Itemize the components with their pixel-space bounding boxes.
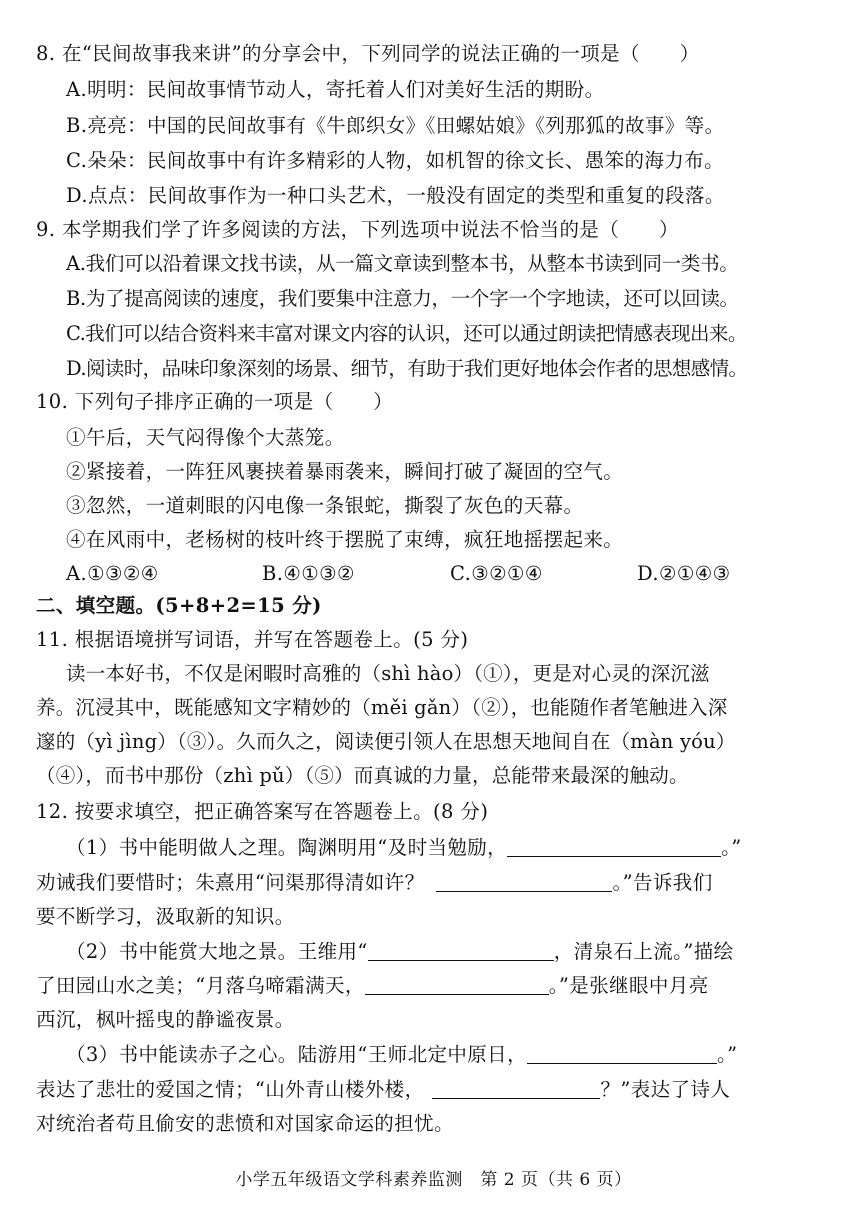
q12-part2-line3: 西沉，枫叶摇曳的静谧夜景。 xyxy=(36,1008,295,1031)
q12-part1-text-c: 劝诫我们要惜时；朱熹用“问渠那得清如许？ xyxy=(36,871,425,894)
q12-part2-text-d: 。”是张继眼中月亮 xyxy=(548,974,709,997)
q12-part3-line3: 对统治者苟且偷安的悲愤和对国家命运的担忧。 xyxy=(36,1112,454,1135)
page-footer: 小学五年级语文学科素养监测 第 2 页（共 6 页） xyxy=(235,1170,632,1190)
q12-part2-text-a: （2）书中能赏大地之景。王维用“ xyxy=(66,940,368,963)
q12-part2-line1 xyxy=(66,938,734,966)
section-2-title: 二、填空题。(5+8+2=15 分) xyxy=(36,594,322,617)
q12-part1-line2 xyxy=(36,869,713,897)
q12-part1-text-d: 。”告诉我们 xyxy=(612,871,713,894)
q8-option-a: A.明明：民间故事情节动人，寄托着人们对美好生活的期盼。 xyxy=(66,78,605,101)
q9-option-d: D.阅读时，品味印象深刻的场景、细节，有助于我们更好地体会作者的思想感情。 xyxy=(66,357,748,380)
q10-sentence-4: ④在风雨中，老杨树的枝叶终于摆脱了束缚，疯狂地摇摆起来。 xyxy=(66,528,624,551)
q12-part3-text-d: ？”表达了诗人 xyxy=(600,1078,731,1101)
q10-sentence-2: ②紧接着，一阵狂风裹挟着暴雨袭来，瞬间打破了凝固的空气。 xyxy=(66,460,624,483)
q12-part2-blank-2 xyxy=(365,974,549,995)
q12-part1-line1 xyxy=(66,834,742,862)
q12-part3-blank-1 xyxy=(527,1043,717,1064)
q10-sentence-1: ①午后，天气闷得像个大蒸笼。 xyxy=(66,426,345,449)
q10-option-b: B.④①③② xyxy=(262,562,355,585)
q10-option-c: C.③②①④ xyxy=(450,562,543,585)
q11-line-1: 读一本好书，不仅是闲暇时高雅的（shì hào）（①），更是对心灵的深沉滋 xyxy=(66,662,710,685)
q12-part1-blank-1 xyxy=(507,836,721,857)
q9-option-c: C.我们可以结合资料来丰富对课文内容的认识，还可以通过朗读把情感表现出来。 xyxy=(66,322,747,345)
q12-part2-line2 xyxy=(36,972,709,1000)
q12-part3-blank-2 xyxy=(432,1078,600,1099)
q9-stem: 9. 本学期我们学了许多阅读的方法，下列选项中说法不恰当的是（ ） xyxy=(36,218,679,241)
q8-option-c: C.朵朵：民间故事中有许多精彩的人物，如机智的徐文长、愚笨的海力布。 xyxy=(66,149,725,172)
q12-part3-text-c: 表达了悲壮的爱国之情；“山外青山楼外楼， xyxy=(36,1078,425,1101)
q9-option-b: B.为了提高阅读的速度，我们要集中注意力，一个字一个字地读，还可以回读。 xyxy=(66,287,739,310)
q8-option-b: B.亮亮：中国的民间故事有《牛郎织女》《田螺姑娘》《列那狐的故事》等。 xyxy=(66,114,725,137)
q12-part3-text-a: （3）书中能读赤子之心。陆游用“王师北定中原日， xyxy=(66,1043,527,1066)
q12-stem: 12. 按要求填空，把正确答案写在答题卷上。(8 分) xyxy=(36,800,489,823)
q9-option-a: A.我们可以沿着课文找书读，从一篇文章读到整本书，从整本书读到同一类书。 xyxy=(66,252,739,275)
q12-part1-text-a: （1）书中能明做人之理。陶渊明用“及时当勉励， xyxy=(66,836,508,859)
q11-stem: 11. 根据语境拼写词语，并写在答题卷上。(5 分) xyxy=(36,628,469,651)
q10-option-a: A.①③②④ xyxy=(66,562,159,585)
q12-part2-text-c: 了田园山水之美；“月落乌啼霜满天， xyxy=(36,974,365,997)
q8-stem: 8. 在“民间故事我来讲”的分享会中，下列同学的说法正确的一项是（ ） xyxy=(36,42,700,65)
q12-part1-text-b: 。” xyxy=(721,836,742,859)
q11-line-2: 养。沉浸其中，既能感知文字精妙的（měi gǎn）（②），也能随作者笔触进入深 xyxy=(36,696,728,719)
q12-part2-blank-1 xyxy=(368,940,554,961)
q12-part3-text-b: 。” xyxy=(716,1043,738,1066)
q12-part1-line3: 要不断学习，汲取新的知识。 xyxy=(36,905,295,928)
q11-line-4: （④），而书中那份（zhì pǔ）（⑤）而真诚的力量，总能带来最深的触动。 xyxy=(36,764,689,787)
q10-option-d: D.②①④③ xyxy=(637,562,731,585)
q10-stem: 10. 下列句子排序正确的一项是（ ） xyxy=(36,390,394,413)
q12-part1-blank-2 xyxy=(436,871,612,892)
q12-part3-line1 xyxy=(66,1041,738,1069)
q12-part2-text-b: ，清泉石上流。”描绘 xyxy=(553,940,734,963)
q10-sentence-3: ③忽然，一道刺眼的闪电像一条银蛇，撕裂了灰色的天幕。 xyxy=(66,494,584,517)
q12-part3-line2 xyxy=(36,1076,730,1104)
q8-option-d: D.点点：民间故事作为一种口头艺术，一般没有固定的类型和重复的段落。 xyxy=(66,184,725,207)
q11-line-3: 邃的（yì jìng）（③）。久而久之，阅读便引领人在思想天地间自在（màn yóu） xyxy=(36,730,736,753)
